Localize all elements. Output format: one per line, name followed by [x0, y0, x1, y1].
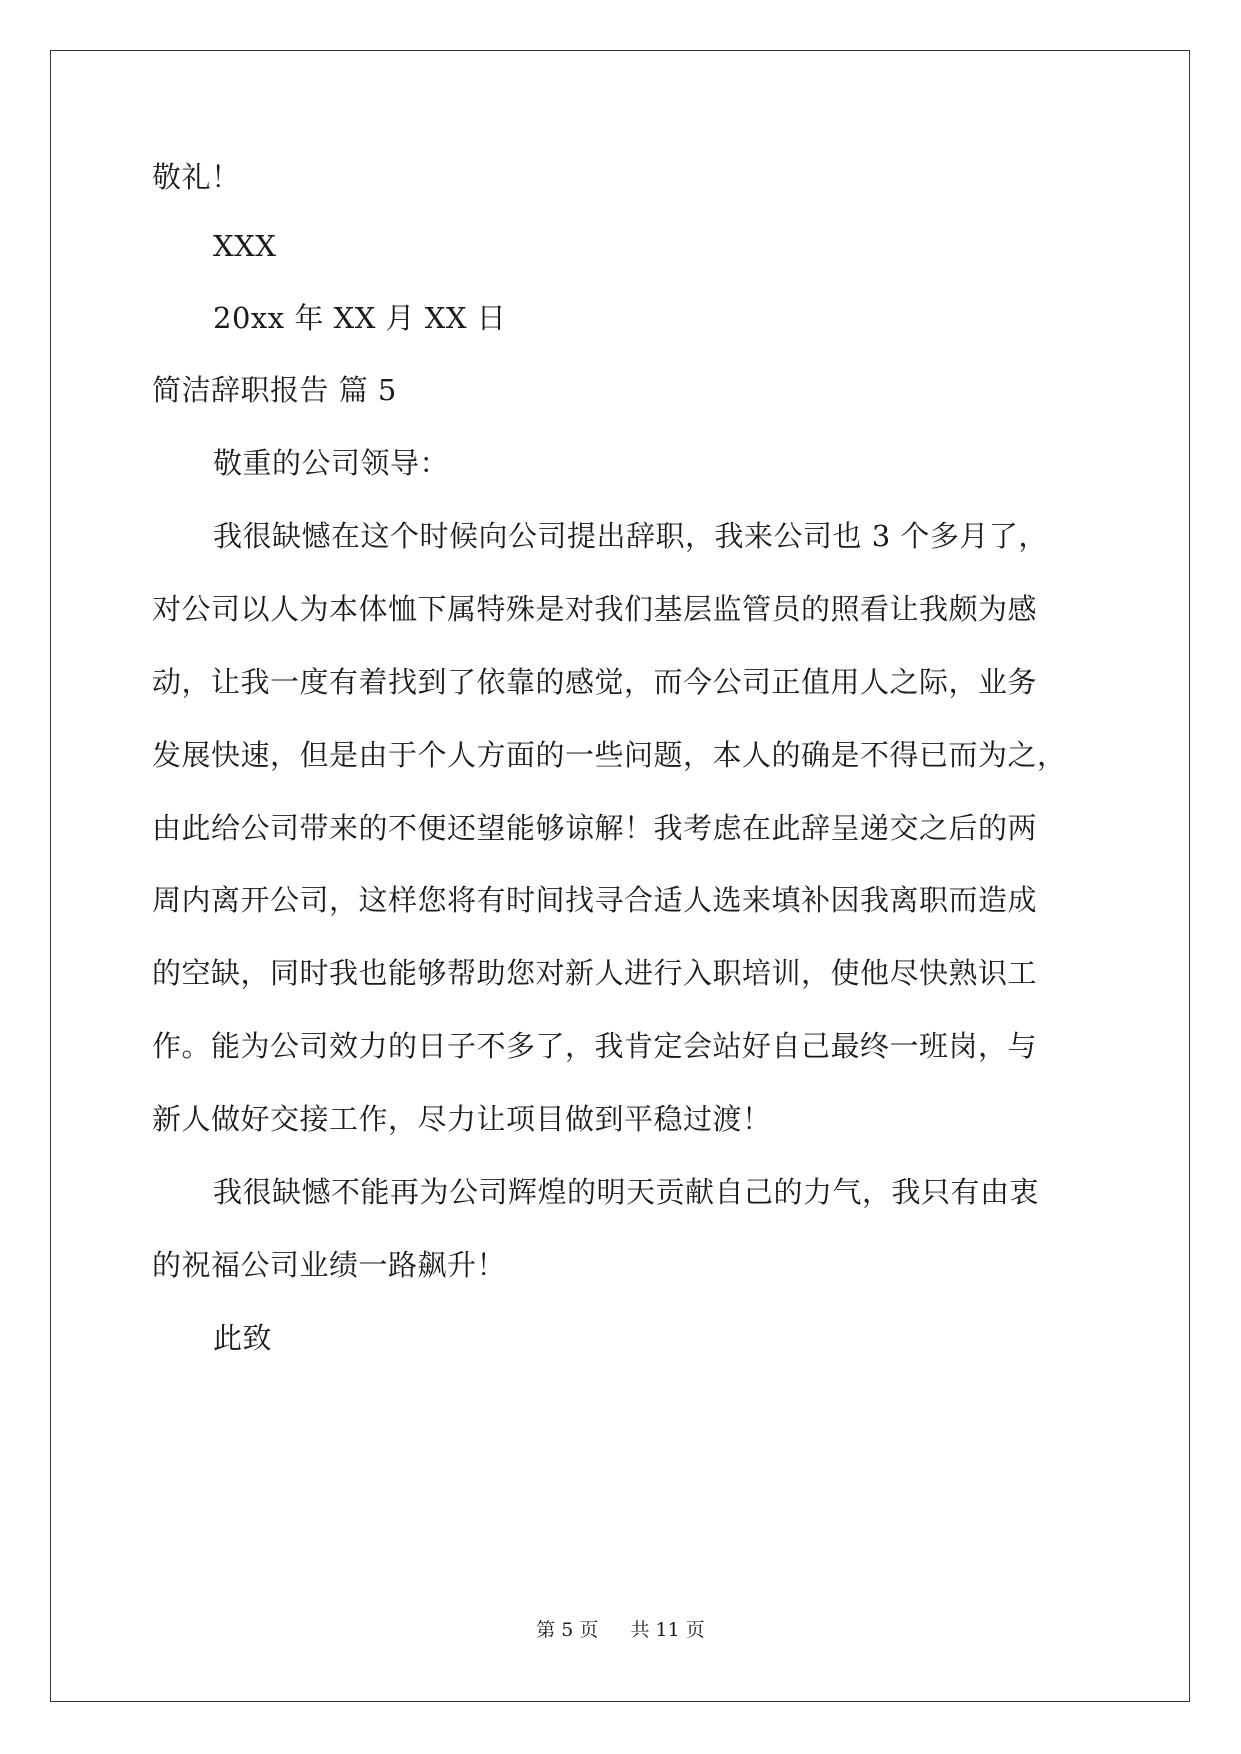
body-line: 新人做好交接工作，尽力让项目做到平稳过渡！	[152, 1102, 772, 1136]
section-heading: 简洁辞职报告 篇 5	[152, 373, 397, 407]
body-line: 对公司以人为本体恤下属特殊是对我们基层监管员的照看让我颇为感	[152, 592, 1038, 626]
body-line: 发展快速，但是由于个人方面的一些问题，本人的确是不得已而为之，	[152, 738, 1067, 772]
letter-closing: 此致	[213, 1321, 273, 1355]
closing-salutation: 敬礼！	[152, 160, 241, 194]
body-line: 周内离开公司，这样您将有时间找寻合适人选来填补因我离职而造成	[152, 883, 1038, 917]
body-line: 的空缺，同时我也能够帮助您对新人进行入职培训，使他尽快熟识工	[152, 956, 1038, 990]
page-number-total: 共 11 页	[630, 1619, 705, 1641]
page-number-current: 第 5 页	[536, 1619, 599, 1641]
body-line: 我很缺憾在这个时候向公司提出辞职，我来公司也 3 个多月了，	[213, 519, 1048, 553]
letter-greeting: 敬重的公司领导：	[213, 446, 450, 480]
page-footer	[0, 1618, 1241, 1642]
signature-date: 20xx 年 XX 月 XX 日	[213, 301, 507, 335]
body-line: 作。能为公司效力的日子不多了，我肯定会站好自己最终一班岗，与	[152, 1029, 1038, 1063]
body-line: 动，让我一度有着找到了依靠的感觉，而今公司正值用人之际，业务	[152, 665, 1038, 699]
body-line: 由此给公司带来的不便还望能够谅解！我考虑在此辞呈递交之后的两	[152, 811, 1038, 845]
body-line: 的祝福公司业绩一路飙升！	[152, 1248, 507, 1282]
body-line: 我很缺憾不能再为公司辉煌的明天贡献自己的力气，我只有由衷	[213, 1175, 1040, 1209]
signature-name: XXX	[213, 229, 277, 263]
